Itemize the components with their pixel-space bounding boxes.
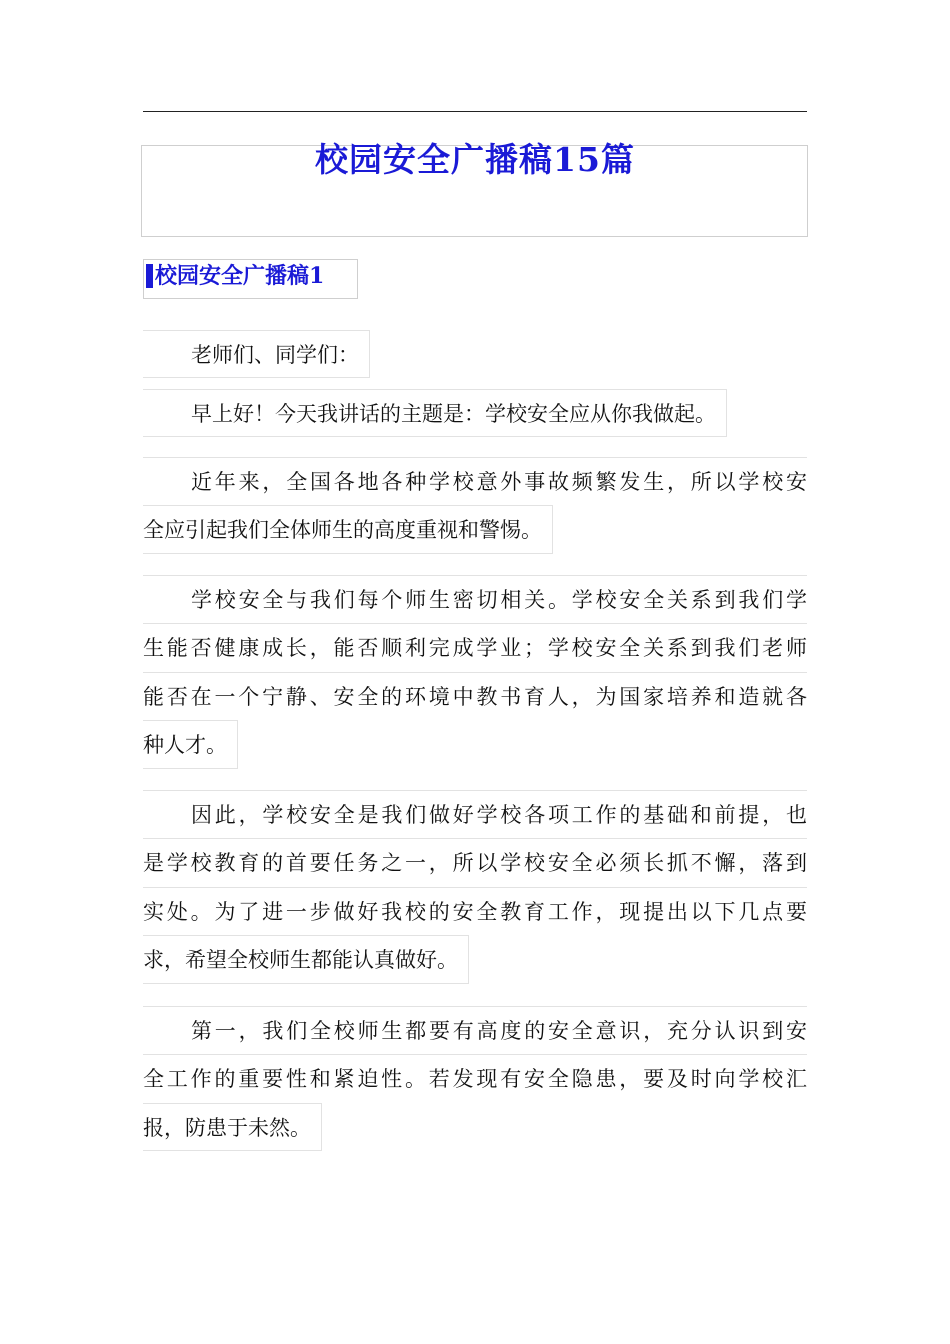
paragraph: [143, 457, 807, 571]
paragraph-line: 老师们、同学们：: [143, 330, 370, 378]
paragraph-line: 第一，我们全校师生都要有高度的安全意识，充分认识到安: [143, 1006, 807, 1054]
paragraph-line: 求，希望全校师生都能认真做好。: [143, 935, 469, 983]
paragraph: [143, 1006, 807, 1169]
paragraph: [143, 389, 807, 455]
paragraph-line: 近年来，全国各地各种学校意外事故频繁发生，所以学校安: [143, 457, 807, 505]
paragraph-line: 因此，学校安全是我们做好学校各项工作的基础和前提，也: [143, 790, 807, 838]
section-marker-icon: [146, 264, 153, 288]
document-title: 校园安全广播稿15篇: [315, 140, 635, 179]
section-heading-text: 校园安全广播稿1: [155, 263, 325, 289]
paragraph: [143, 790, 807, 1001]
paragraph: [143, 575, 807, 786]
paragraph-line: 全工作的重要性和紧迫性。若发现有安全隐患，要及时向学校汇: [143, 1054, 807, 1102]
paragraph-line: 是学校教育的首要任务之一，所以学校安全必须长抓不懈，落到: [143, 838, 807, 886]
paragraph: [143, 330, 807, 396]
paragraph-line: 能否在一个宁静、安全的环境中教书育人，为国家培养和造就各: [143, 672, 807, 720]
paragraph-line: 学校安全与我们每个师生密切相关。学校安全关系到我们学: [143, 575, 807, 623]
paragraph-line: 全应引起我们全体师生的高度重视和警惕。: [143, 505, 553, 553]
paragraph-line: 早上好！今天我讲话的主题是：学校安全应从你我做起。: [143, 389, 727, 437]
paragraph-line: 生能否健康成长，能否顺利完成学业；学校安全关系到我们老师: [143, 623, 807, 671]
top-rule: [143, 111, 807, 112]
paragraph-line: 种人才。: [143, 720, 238, 768]
paragraph-line: 实处。为了进一步做好我校的安全教育工作，现提出以下几点要: [143, 887, 807, 935]
section-heading: [143, 259, 358, 299]
paragraph-line: 报，防患于未然。: [143, 1103, 322, 1151]
